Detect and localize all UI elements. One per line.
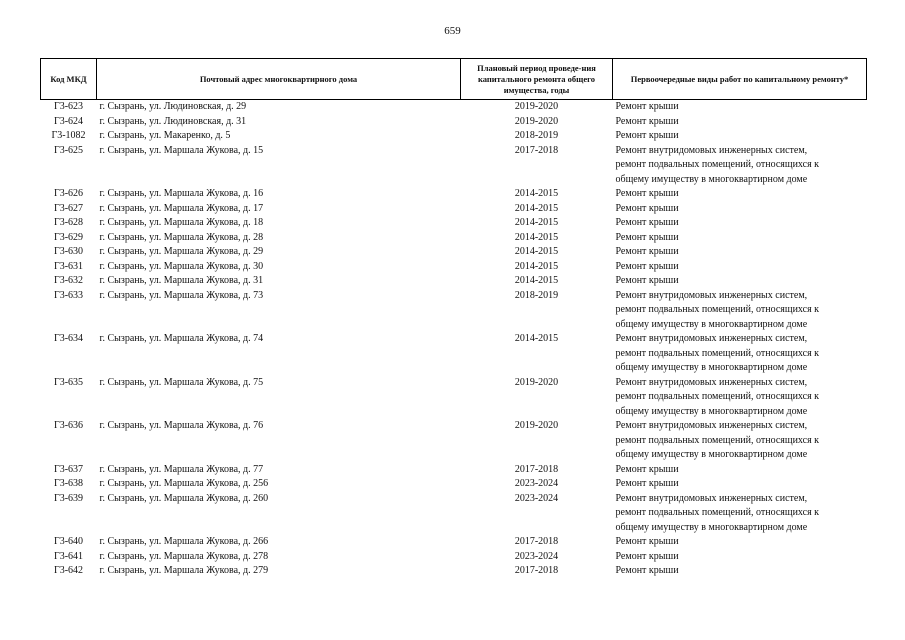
table-row [41, 144, 867, 188]
works-cell [613, 535, 867, 550]
work-line: общему имуществу в многоквартирном доме [615, 318, 808, 330]
works-cell [613, 463, 867, 478]
work-line: Ремонт крыши [615, 550, 679, 562]
period-cell: 2014-2015 [514, 260, 559, 272]
works-cell [613, 144, 867, 188]
table-row [41, 535, 867, 550]
period-cell: 2014-2015 [514, 333, 559, 344]
address-cell: г. Сызрань, ул. Людиновская, д. 29 [99, 101, 247, 112]
period-cell: 2014-2015 [514, 246, 559, 257]
works-cell [613, 274, 867, 289]
address-cell: г. Сызрань, ул. Маршала Жукова, д. 76 [99, 420, 264, 431]
mkd-code-cell: Г3-626 [53, 188, 84, 199]
period-cell: 2019-2020 [514, 376, 559, 388]
work-line: Ремонт внутридомовых инженерных систем, [615, 144, 808, 156]
mkd-code-cell: Г3-629 [53, 231, 84, 243]
address-cell: г. Сызрань, ул. Маршала Жукова, д. 256 [99, 478, 269, 489]
mkd-code-cell: Г3-642 [53, 565, 84, 576]
works-cell [613, 289, 867, 333]
mkd-code-cell: Г3-624 [53, 115, 84, 127]
address-cell: г. Сызрань, ул. Маршала Жукова, д. 31 [99, 275, 264, 286]
work-line: Ремонт крыши [615, 115, 679, 127]
work-line: Ремонт крыши [615, 275, 679, 286]
table-body [41, 100, 867, 579]
works-cell [613, 419, 867, 463]
work-line: Ремонт крыши [615, 565, 679, 576]
mkd-code-cell: Г3-634 [53, 333, 84, 344]
header-address: Почтовый адрес многоквартирного дома [97, 59, 461, 100]
work-line: ремонт подвальных помещений, относящихся к [615, 347, 820, 359]
period-cell: 2017-2018 [514, 144, 559, 156]
table-row [41, 216, 867, 231]
table-row [41, 115, 867, 130]
period-cell: 2017-2018 [514, 565, 559, 576]
address-cell: г. Сызрань, ул. Маршала Жукова, д. 75 [99, 376, 264, 388]
works-cell [613, 332, 867, 376]
mkd-code-cell: Г3-625 [53, 144, 84, 156]
work-line: Ремонт крыши [615, 217, 679, 228]
period-cell: 2019-2020 [514, 420, 559, 431]
works-cell [613, 564, 867, 579]
mkd-code-cell: Г3-636 [53, 420, 84, 431]
address-cell: г. Сызрань, ул. Маршала Жукова, д. 16 [99, 188, 264, 199]
header-row [41, 59, 867, 100]
work-line: Ремонт внутридомовых инженерных систем, [615, 289, 808, 301]
work-line: Ремонт внутридомовых инженерных систем, [615, 492, 808, 504]
work-line: Ремонт крыши [615, 188, 679, 199]
table-row [41, 564, 867, 579]
work-line: Ремонт крыши [615, 202, 679, 214]
mkd-code-cell: Г3-638 [53, 478, 84, 489]
work-line: Ремонт внутридомовых инженерных систем, [615, 376, 808, 388]
address-cell: г. Сызрань, ул. Маршала Жукова, д. 73 [99, 289, 264, 301]
address-cell: г. Сызрань, ул. Маршала Жукова, д. 279 [99, 565, 269, 576]
mkd-code-cell: Г3-631 [53, 260, 84, 272]
header-works: Первоочередные виды работ по капитальному ремонту* [613, 59, 867, 100]
works-cell [613, 115, 867, 130]
period-cell: 2018-2019 [514, 289, 559, 301]
period-cell: 2014-2015 [514, 231, 559, 243]
address-cell: г. Сызрань, ул. Маршала Жукова, д. 29 [99, 246, 264, 257]
period-cell: 2019-2020 [514, 101, 559, 112]
header-period: Плановый период проведе-ния капитального ремонта общего имущества, годы [461, 59, 613, 100]
table-row [41, 492, 867, 536]
mkd-code-cell: Г3-630 [53, 246, 84, 257]
table-row [41, 129, 867, 144]
works-cell [613, 231, 867, 246]
period-cell: 2023-2024 [514, 478, 559, 489]
works-cell [613, 187, 867, 202]
table-row [41, 550, 867, 565]
work-line: Ремонт крыши [615, 101, 679, 112]
works-cell [613, 260, 867, 275]
work-line: общему имуществу в многоквартирном доме [615, 405, 808, 417]
mkd-code-cell: Г3-639 [53, 492, 84, 504]
capital-repair-table [40, 58, 867, 579]
work-line: ремонт подвальных помещений, относящихся к [615, 391, 820, 402]
address-cell: г. Сызрань, ул. Маршала Жукова, д. 278 [99, 550, 269, 562]
mkd-code-cell: Г3-628 [53, 217, 84, 228]
table-row [41, 260, 867, 275]
table-row [41, 100, 867, 115]
mkd-code-cell: Г3-640 [53, 536, 84, 547]
work-line: Ремонт крыши [615, 536, 679, 547]
table-row [41, 376, 867, 420]
period-cell: 2023-2024 [514, 550, 559, 562]
mkd-code-cell: Г3-1082 [51, 130, 86, 141]
address-cell: г. Сызрань, ул. Маршала Жукова, д. 15 [99, 144, 264, 156]
table-row [41, 332, 867, 376]
work-line: общему имуществу в многоквартирном доме [615, 173, 808, 185]
work-line: ремонт подвальных помещений, относящихся к [615, 434, 820, 446]
period-cell: 2019-2020 [514, 115, 559, 127]
mkd-code-cell: Г3-632 [53, 275, 84, 286]
table-row [41, 463, 867, 478]
address-cell: г. Сызрань, ул. Людиновская, д. 31 [99, 115, 247, 127]
table-row [41, 187, 867, 202]
address-cell: г. Сызрань, ул. Маршала Жукова, д. 18 [99, 217, 264, 228]
table-row [41, 419, 867, 463]
period-cell: 2014-2015 [514, 188, 559, 199]
address-cell: г. Сызрань, ул. Макаренко, д. 5 [99, 130, 231, 141]
work-line: общему имуществу в многоквартирном доме [615, 449, 808, 460]
address-cell: г. Сызрань, ул. Маршала Жукова, д. 74 [99, 333, 264, 344]
period-cell: 2014-2015 [514, 217, 559, 228]
works-cell [613, 202, 867, 217]
period-cell: 2017-2018 [514, 463, 559, 475]
mkd-code-cell: Г3-641 [53, 550, 84, 562]
work-line: общему имуществу в многоквартирном доме [615, 521, 808, 533]
table-row [41, 202, 867, 217]
table-header [41, 59, 867, 100]
table-row [41, 477, 867, 492]
work-line: Ремонт крыши [615, 130, 679, 141]
works-cell [613, 550, 867, 565]
period-cell: 2018-2019 [514, 130, 559, 141]
address-cell: г. Сызрань, ул. Маршала Жукова, д. 260 [99, 492, 269, 504]
table-row [41, 245, 867, 260]
work-line: Ремонт крыши [615, 231, 679, 243]
address-cell: г. Сызрань, ул. Маршала Жукова, д. 17 [99, 202, 264, 214]
work-line: Ремонт крыши [615, 246, 679, 257]
header-code: Код МКД [41, 59, 97, 100]
works-cell [613, 216, 867, 231]
works-cell [613, 100, 867, 115]
period-cell: 2017-2018 [514, 536, 559, 547]
works-cell [613, 477, 867, 492]
work-line: Ремонт крыши [615, 478, 679, 489]
table-row [41, 289, 867, 333]
work-line: ремонт подвальных помещений, относящихся к [615, 304, 820, 315]
works-cell [613, 245, 867, 260]
table-row [41, 274, 867, 289]
mkd-code-cell: Г3-623 [53, 101, 84, 112]
address-cell: г. Сызрань, ул. Маршала Жукова, д. 77 [99, 463, 264, 475]
work-line: Ремонт крыши [615, 260, 679, 272]
page-number: 659 [444, 25, 461, 37]
mkd-code-cell: Г3-637 [53, 463, 84, 475]
work-line: общему имуществу в многоквартирном доме [615, 362, 808, 373]
mkd-code-cell: Г3-633 [53, 289, 84, 301]
work-line: Ремонт внутридомовых инженерных систем, [615, 333, 808, 344]
works-cell [613, 492, 867, 536]
work-line: ремонт подвальных помещений, относящихся к [615, 507, 820, 518]
work-line: ремонт подвальных помещений, относящихся к [615, 159, 820, 170]
works-cell [613, 129, 867, 144]
address-cell: г. Сызрань, ул. Маршала Жукова, д. 266 [99, 536, 269, 547]
period-cell: 2014-2015 [514, 275, 559, 286]
mkd-code-cell: Г3-627 [53, 202, 84, 214]
period-cell: 2014-2015 [514, 202, 559, 214]
work-line: Ремонт крыши [615, 463, 679, 475]
period-cell: 2023-2024 [514, 492, 559, 504]
works-cell [613, 376, 867, 420]
address-cell: г. Сызрань, ул. Маршала Жукова, д. 28 [99, 231, 264, 243]
work-line: Ремонт внутридомовых инженерных систем, [615, 420, 808, 431]
mkd-code-cell: Г3-635 [53, 376, 84, 388]
address-cell: г. Сызрань, ул. Маршала Жукова, д. 30 [99, 260, 264, 272]
table-row [41, 231, 867, 246]
